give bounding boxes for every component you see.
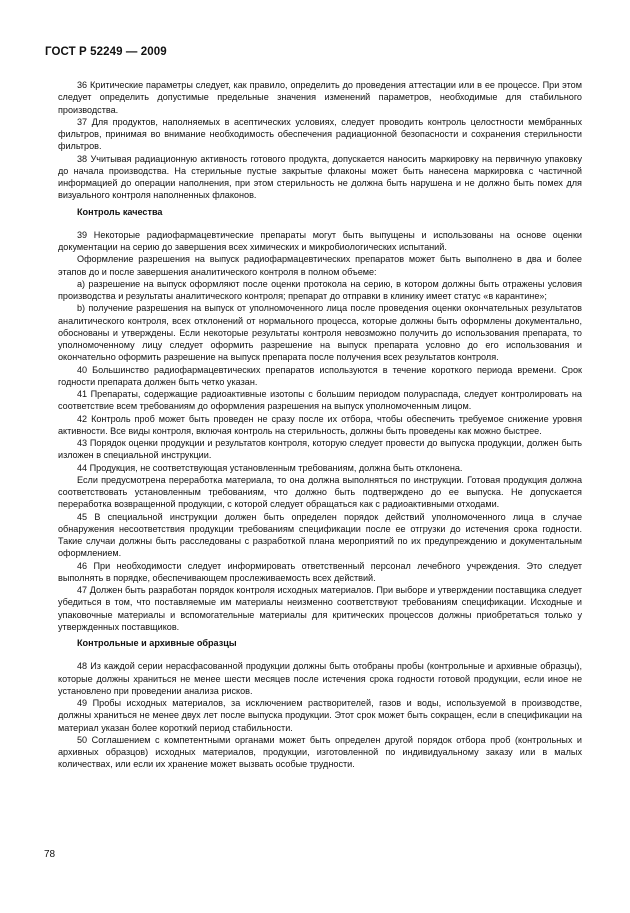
paragraph: 43 Порядок оценки продукции и результатов контроля, которую следует провести до выпуска продукции, должен быть изложен в специальной инструкции. [58, 438, 582, 461]
paragraph: 50 Соглашением с компетентными органами может быть определен другой порядок отбора проб (контрольных и архивных образцов) исходных материалов, продукции, изготовленной по индивидуальному заказу или в малых количествах, или если их хранение может вызвать особые трудности. [58, 734, 582, 770]
section-heading: Контроль качества [77, 206, 163, 217]
paragraph: 47 Должен быть разработан порядок контроля исходных материалов. При выборе и утверждении поставщика следует убедиться в том, что поставляемые им материалы неизменно соответствуют требованиям спецификации. Исходные и упаковочные материалы и вспомогательные материалы для критических процессов должны приобретаться только у утвержденных поставщиков. [58, 585, 582, 632]
standard-header: ГОСТ Р 52249 — 2009 [45, 46, 167, 58]
paragraph: а) разрешение на выпуск оформляют после оценки протокола на серию, в котором должны быть отражены условия производства и результаты аналитического контроля; препарат до отправки в клинику имеет статус «в карантине»; [58, 278, 582, 301]
paragraph: 46 При необходимости следует информировать ответственный персонал лечебного учреждения. Это следует выполнять в порядке, обеспечивающем прослеживаемость всех действий. [58, 560, 582, 583]
paragraph: Если предусмотрена переработка материала, то она должна выполняться по инструкции. Готовая продукция должна соответствовать установленным требованиям, что должно быть подтверждено до ее выпуска. Не допускается переработка возвращенной продукции, с которой следует обращаться как с радиоактивными отходами. [58, 474, 582, 510]
paragraph: 38 Учитывая радиационную активность готового продукта, допускается наносить маркировку на первичную упаковку до начала производства. На стерильные пустые закрытые флаконы может быть нанесена маркировка с частичной информацией до операции наполнения, при этом стерильность не должна быть нарушена и не должно быть помех для визуального контроля наполненных флаконов. [58, 153, 582, 201]
section-heading: Контрольные и архивные образцы [77, 638, 237, 648]
paragraph: b) получение разрешения на выпуск от уполномоченного лица после проведения оценки окончательных результатов аналитического контроля, всех отклонений от нормального процесса, которые должны быть оформлены документально, обоснованы и утверждены. Если некоторые результаты контроля невозможно получить до использования препарата, то уполномоченному лицу следует оформить разрешение на выпуск препарата условно до его использования и окончательно оформить разрешение на выпуск препарата после получения всех результатов контроля. [58, 303, 582, 363]
paragraph: Оформление разрешения на выпуск радиофармацевтических препаратов может быть выполнено в два и более этапов до и после завершения аналитического контроля в полном объеме: [58, 254, 582, 277]
paragraph: 48 Из каждой серии нерасфасованной продукции должны быть отобраны пробы (контрольные и архивные образцы), которые должны храниться не менее шести месяцев после истечения срока годности готовой продукции, если иное не установлено при проведении анализа рисков. [58, 661, 582, 696]
paragraph: 41 Препараты, содержащие радиоактивные изотопы с большим периодом полураспада, следует контролировать на соответствие всем требованиям до оформления разрешения на выпуск уполномоченным лицом. [58, 389, 582, 412]
document-body [58, 79, 582, 771]
paragraph: 45 В специальной инструкции должен быть определен порядок действий уполномоченного лица в случае обнаружения несоответствия продукции требованиям спецификации после ее отгрузки до истечения срока годности. Такие случаи должны быть расследованы с разработкой плана мероприятий по их предупреждению и документальным оформлением. [58, 511, 582, 559]
paragraph: 36 Критические параметры следует, как правило, определить до проведения аттестации или в ее процессе. При этом следует определить допустимые предельные значения изменений параметров, необходимые для стабильного производства. [58, 80, 582, 115]
paragraph: 42 Контроль проб может быть проведен не сразу после их отбора, чтобы обеспечить требуемое снижение уровня активности. Все виды контроля, включая контроль на стерильность, должны быть проведены как можно быстрее. [58, 413, 582, 436]
page-number: 78 [44, 849, 56, 860]
paragraph: 40 Большинство радиофармацевтических препаратов используются в течение короткого периода времени. Срок годности препарата должен быть четко указан. [58, 364, 582, 387]
paragraph: 44 Продукция, не соответствующая установленным требованиям, должна быть отклонена. [77, 462, 463, 473]
paragraph: 39 Некоторые радиофармацевтические препараты могут быть выпущены и использованы на основе оценки документации на серию до завершения всех химических и микробиологических испытаний. [58, 229, 582, 252]
paragraph: 37 Для продуктов, наполняемых в асептических условиях, следует проводить контроль целостности мембранных фильтров, принимая во внимание необходимость обеспечения радиационной безопасности и сохранения стерильности фильтров. [58, 116, 582, 152]
paragraph: 49 Пробы исходных материалов, за исключением растворителей, газов и воды, используемой в производстве, должны храниться не менее двух лет после выпуска продукции. Этот срок может быть сокращен, если в спецификации на материал указан более короткий период стабильности. [58, 698, 582, 733]
